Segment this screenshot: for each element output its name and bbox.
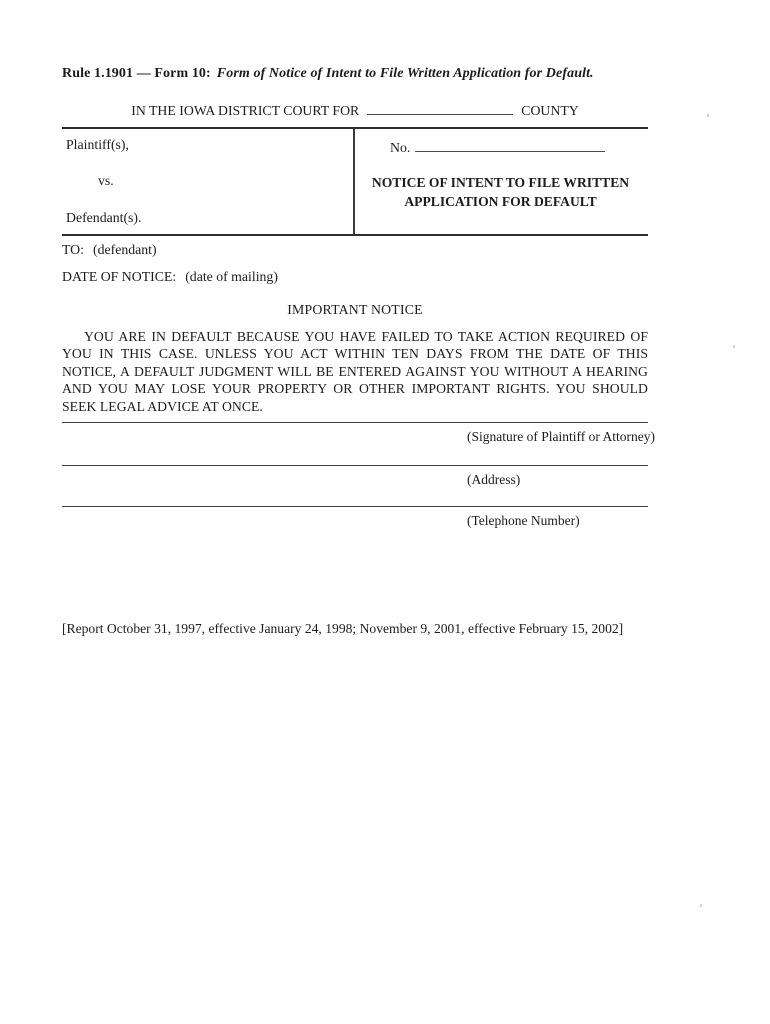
defendant-label: Defendant(s). (66, 210, 142, 225)
signature-line[interactable] (62, 422, 648, 423)
case-caption-table (62, 127, 648, 236)
county-blank-field[interactable] (367, 102, 513, 115)
date-of-notice-label: DATE OF NOTICE: (62, 269, 177, 284)
court-heading-text: IN THE IOWA DISTRICT COURT FOR (131, 103, 360, 118)
scan-speck (733, 345, 735, 348)
date-of-notice-value: (date of mailing) (185, 269, 278, 284)
important-notice-heading: IMPORTANT NOTICE (287, 302, 423, 317)
address-label: (Address) (467, 472, 521, 487)
default-warning-paragraph: YOU ARE IN DEFAULT BECAUSE YOU HAVE FAILED TO TAKE ACTION REQUIRED OF YOU IN THIS CASE. UNLESS YOU ACT WITHIN TEN DAYS FROM THE DATE OF THIS NOTICE, A DEFAULT JUDGMENT WILL BE ENTERED AGAINST YOU WITHOUT A HEARING AND YOU MAY LOSE YOUR PROPERTY OR OTHER IMPORTANT RIGHTS. YOU SHOULD SEEK LEGAL ADVICE AT ONCE. (62, 329, 648, 414)
rule-title (62, 66, 648, 82)
scan-speck (707, 114, 709, 117)
case-number-label: No. (390, 140, 411, 155)
court-heading-county-label: COUNTY (521, 103, 579, 118)
scan-speck (700, 904, 702, 907)
to-value: (defendant) (92, 242, 157, 257)
date-of-notice-line (62, 269, 648, 285)
to-label: TO: (62, 242, 84, 257)
history-note: [Report October 31, 1997, effective January 24, 1998; November 9, 2001, effective February 15, 2002] (62, 621, 624, 636)
case-number-row (390, 139, 605, 156)
address-line[interactable] (62, 465, 648, 466)
rule-title-form-name: Form of Notice of Intent to File Written Application for Default. (216, 66, 594, 81)
notice-title-line2: APPLICATION FOR DEFAULT (404, 193, 597, 209)
plaintiff-label: Plaintiff(s), (66, 137, 129, 152)
to-line (62, 242, 648, 258)
signature-label: (Signature of Plaintiff or Attorney) (467, 429, 655, 444)
address-field-group (62, 465, 648, 491)
signature-field-group (62, 422, 655, 448)
rule-title-prefix: Rule 1.1901 — Form 10: (62, 66, 211, 81)
vs-label: vs. (98, 173, 114, 188)
case-number-field[interactable] (415, 139, 605, 152)
telephone-line[interactable] (62, 506, 648, 507)
notice-title-line1: NOTICE OF INTENT TO FILE WRITTEN (371, 175, 630, 190)
telephone-field-group (62, 506, 648, 532)
telephone-label: (Telephone Number) (467, 513, 580, 528)
court-heading (62, 102, 648, 119)
notice-title (355, 174, 646, 211)
